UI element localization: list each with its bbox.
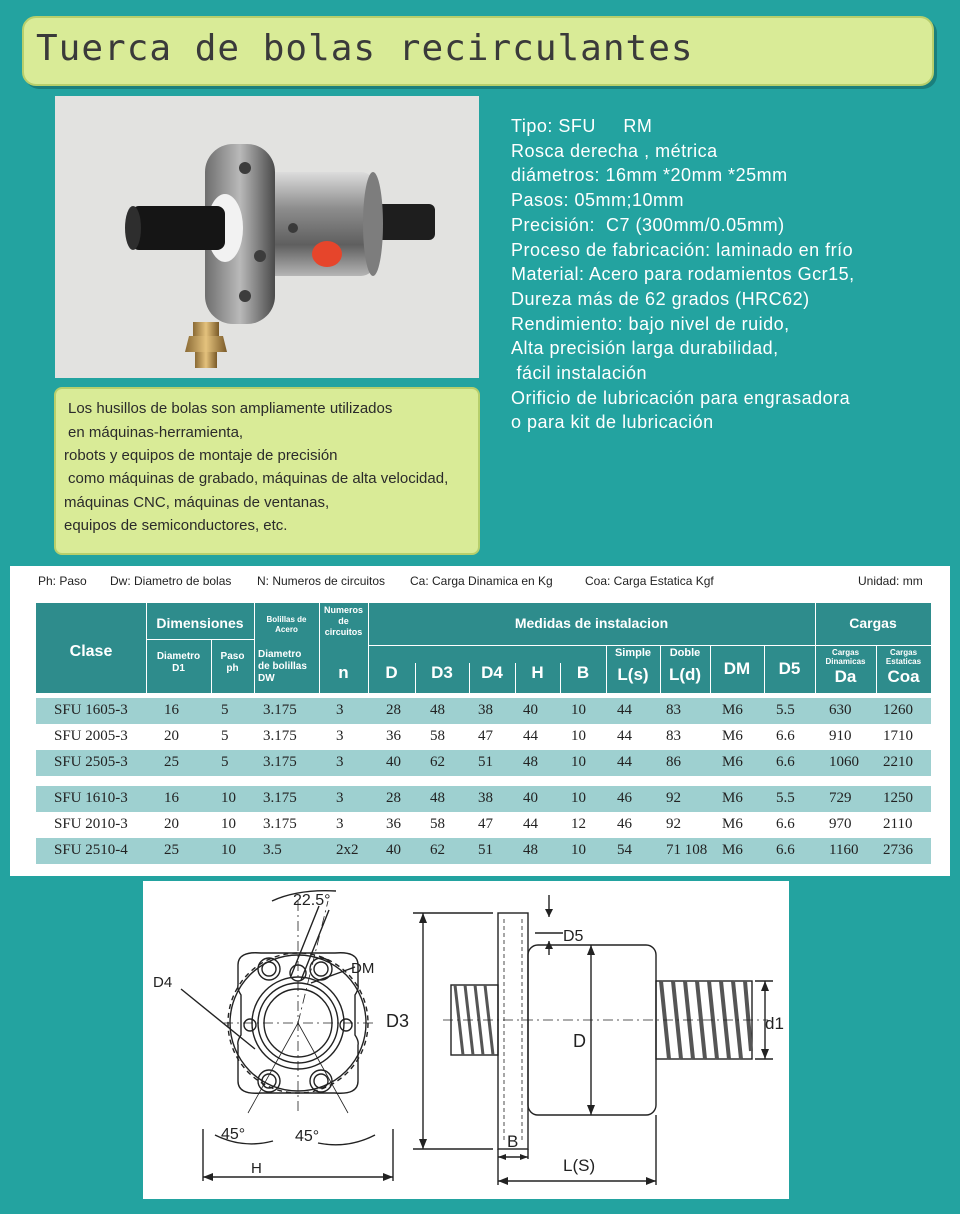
- table-cell: 44: [523, 816, 538, 832]
- table-header: [36, 603, 931, 693]
- table-cell: 36: [386, 816, 401, 832]
- header-da: Da: [834, 667, 857, 686]
- label-b: B: [507, 1132, 519, 1151]
- table-cell: 46: [617, 790, 632, 806]
- table-cell: 83: [666, 728, 681, 744]
- label-h: H: [251, 1160, 262, 1177]
- table-cell: M6: [722, 790, 743, 806]
- table-cell: 62: [430, 842, 445, 858]
- label-dm: DM: [351, 960, 375, 977]
- label-d5: D5: [563, 928, 584, 945]
- spec-list: [511, 114, 951, 435]
- spec-line: diámetros: 16mm *20mm *25mm: [511, 165, 788, 186]
- header-D: D: [385, 663, 398, 682]
- table-cell: 44: [523, 728, 538, 744]
- table-cell: 10: [571, 702, 586, 718]
- table-cell: M6: [722, 702, 743, 718]
- uses-panel: [54, 387, 480, 555]
- table-cell: 1160: [829, 842, 859, 858]
- label-d1: d1: [765, 1014, 784, 1033]
- spec-line: Tipo: SFU RM: [511, 116, 653, 136]
- table-cell: 1260: [883, 702, 913, 718]
- table-cell: 5.5: [776, 702, 795, 718]
- legend-dw: Dw: Diametro de bolas: [110, 574, 232, 588]
- table-cell: 47: [478, 816, 493, 832]
- table-cell: 38: [478, 702, 493, 718]
- table-cell: 3.5: [263, 842, 282, 858]
- table-row: [36, 750, 931, 776]
- header-DM: DM: [723, 659, 751, 678]
- table-cell: 10: [571, 728, 586, 744]
- label-angle-top: 22.5°: [293, 892, 331, 909]
- uses-line: en máquinas-herramienta,: [68, 424, 244, 441]
- legend-ca: Ca: Carga Dinamica en Kg: [410, 574, 553, 588]
- table-cell: 47: [478, 728, 493, 744]
- table-cell: 970: [829, 816, 852, 832]
- table-cell: 1710: [883, 728, 913, 744]
- table-cell: 40: [523, 702, 538, 718]
- header-medidas: Medidas de instalacion: [514, 615, 669, 631]
- technical-drawing: [143, 881, 789, 1199]
- header-bolillas: Bolillas de Acero: [266, 615, 307, 634]
- table-cell: M6: [722, 728, 743, 744]
- spec-line: Precisión: C7 (300mm/0.05mm): [511, 214, 785, 235]
- table-cell: 51: [478, 754, 493, 770]
- table-cell: SFU 1605-3: [54, 702, 128, 718]
- spec-line: Dureza más de 62 grados (HRC62): [511, 288, 810, 309]
- table-cell: 62: [430, 754, 445, 770]
- page-title: Tuerca de bolas recirculantes: [36, 28, 694, 69]
- spec-line: Rendimiento: bajo nivel de ruido,: [511, 313, 790, 334]
- table-cell: 44: [617, 754, 632, 770]
- table-cell: 20: [164, 728, 179, 744]
- label-angle-right: 45°: [295, 1128, 320, 1145]
- legend-unit: Unidad: mm: [858, 574, 923, 588]
- header-coa: Coa: [887, 667, 920, 686]
- table-cell: 3: [336, 702, 344, 718]
- table-cell: 2x2: [336, 842, 359, 858]
- table-cell: SFU 2010-3: [54, 816, 128, 832]
- table-row: [36, 838, 931, 864]
- label-d4: D4: [153, 974, 173, 991]
- table-cell: 40: [523, 790, 538, 806]
- header-B: B: [576, 663, 590, 682]
- table-cell: 48: [430, 790, 445, 806]
- table-cell: 44: [617, 728, 632, 744]
- spec-line: Material: Acero para rodamientos Gcr15,: [511, 264, 855, 285]
- table-cell: 6.6: [776, 842, 795, 858]
- table-cell: 10: [571, 754, 586, 770]
- table-cell: 92: [666, 816, 681, 832]
- spec-line: o para kit de lubricación: [511, 412, 714, 433]
- table-cell: 48: [523, 842, 538, 858]
- table-cell: 2736: [883, 842, 913, 858]
- header-simple: Simple: [614, 647, 652, 659]
- header-paso-ph: Paso ph: [220, 651, 245, 674]
- uses-line: máquinas CNC, máquinas de ventanas,: [64, 494, 330, 511]
- label-d3: D3: [386, 1011, 410, 1031]
- table-cell: M6: [722, 816, 743, 832]
- header-cargas: Cargas: [849, 615, 897, 631]
- header-n: n: [338, 663, 349, 682]
- spec-line: Orificio de lubricación para engrasadora: [511, 387, 851, 408]
- uses-line: Los husillos de bolas son ampliamente utilizados: [68, 400, 393, 417]
- table-cell: 86: [666, 754, 681, 770]
- spec-line: Pasos: 05mm;10mm: [511, 190, 685, 211]
- header-dimensiones: Dimensiones: [156, 615, 244, 631]
- table-cell: M6: [722, 754, 743, 770]
- table-cell: 2210: [883, 754, 913, 770]
- table-cell: 6.6: [776, 728, 795, 744]
- table-cell: 3: [336, 728, 344, 744]
- legend-ph: Ph: Paso: [38, 574, 87, 588]
- title-bar: [22, 16, 934, 86]
- header-cargas-est: Cargas Estaticas: [885, 648, 922, 666]
- table-cell: 1250: [883, 790, 913, 806]
- label-d: D: [573, 1031, 586, 1051]
- table-cell: 40: [386, 754, 401, 770]
- spec-line: Proceso de fabricación: laminado en frío: [511, 239, 854, 260]
- table-cell: SFU 1610-3: [54, 790, 128, 806]
- table-cell: 3: [336, 790, 344, 806]
- table-cell: SFU 2505-3: [54, 754, 128, 770]
- table-cell: 28: [386, 790, 401, 806]
- table-cell: 20: [164, 816, 179, 832]
- table-cell: SFU 2005-3: [54, 728, 128, 744]
- table-cell: 44: [617, 702, 632, 718]
- table-cell: 10: [571, 790, 586, 806]
- table-cell: 36: [386, 728, 401, 744]
- table-cell: 630: [829, 702, 852, 718]
- spec-table-panel: [10, 566, 950, 876]
- table-row: [36, 786, 931, 812]
- table-cell: 1060: [829, 754, 859, 770]
- table-cell: 48: [523, 754, 538, 770]
- table-cell: 92: [666, 790, 681, 806]
- table-cell: 6.6: [776, 816, 795, 832]
- uses-line: robots y equipos de montaje de precisión: [64, 447, 338, 464]
- table-cell: 25: [164, 754, 179, 770]
- table-cell: 58: [430, 816, 445, 832]
- table-cell: 10: [221, 816, 236, 832]
- header-cargas-din: Cargas Dinamicas: [825, 648, 866, 666]
- header-D5: D5: [778, 659, 801, 678]
- table-cell: 46: [617, 816, 632, 832]
- table-cell: 51: [478, 842, 493, 858]
- uses-line: equipos de semiconductores, etc.: [64, 517, 288, 534]
- uses-line: como máquinas de grabado, máquinas de alta velocidad,: [68, 470, 449, 487]
- legend-coa: Coa: Carga Estatica Kgf: [585, 574, 714, 588]
- product-photo: [55, 96, 479, 378]
- table-cell: 58: [430, 728, 445, 744]
- label-ls: L(S): [563, 1156, 596, 1175]
- table-row: [36, 812, 931, 838]
- table-cell: 3.175: [263, 702, 297, 718]
- table-cell: 48: [430, 702, 445, 718]
- header-numeros: Numeros de circuitos: [323, 605, 363, 637]
- label-angle-left: 45°: [221, 1126, 246, 1143]
- table-cell: 2110: [883, 816, 913, 832]
- spec-line: Rosca derecha , métrica: [511, 140, 718, 161]
- table-row: [36, 698, 931, 724]
- table-cell: 28: [386, 702, 401, 718]
- table-cell: 3: [336, 816, 344, 832]
- table-cell: 16: [164, 702, 179, 718]
- header-H: H: [531, 663, 544, 682]
- header-diametro-d1: Diametro D1: [156, 651, 201, 674]
- table-cell: 10: [571, 842, 586, 858]
- legend-n: N: Numeros de circuitos: [257, 574, 386, 588]
- table-cell: 3.175: [263, 790, 297, 806]
- table-cell: 54: [617, 842, 632, 858]
- header-ld: L(d): [668, 665, 702, 684]
- header-clase: Clase: [69, 643, 113, 660]
- table-cell: 10: [221, 790, 236, 806]
- table-cell: 83: [666, 702, 681, 718]
- table-cell: 5: [221, 728, 229, 744]
- table-cell: M6: [722, 842, 743, 858]
- spec-line: Alta precisión larga durabilidad,: [511, 338, 779, 359]
- header-D4: D4: [481, 663, 503, 682]
- table-cell: 3: [336, 754, 344, 770]
- table-row: [36, 724, 931, 750]
- spec-line: fácil instalación: [511, 363, 648, 384]
- table-cell: 25: [164, 842, 179, 858]
- table-cell: 16: [164, 790, 179, 806]
- table-cell: 3.175: [263, 728, 297, 744]
- header-D3: D3: [431, 663, 453, 682]
- table-cell: 6.6: [776, 754, 795, 770]
- header-ls: L(s): [617, 665, 649, 684]
- table-cell: 3.175: [263, 754, 297, 770]
- table-cell: 5: [221, 754, 229, 770]
- header-doble: Doble: [669, 647, 701, 659]
- table-cell: SFU 2510-4: [54, 842, 128, 858]
- table-cell: 71 108: [666, 842, 708, 858]
- table-cell: 40: [386, 842, 401, 858]
- table-cell: 12: [571, 816, 586, 832]
- table-cell: 729: [829, 790, 852, 806]
- table-cell: 3.175: [263, 816, 297, 832]
- header-diametro-dw: Diametro de bolillas DW: [258, 649, 307, 684]
- table-cell: 10: [221, 842, 236, 858]
- table-cell: 38: [478, 790, 493, 806]
- table-cell: 5: [221, 702, 229, 718]
- table-cell: 910: [829, 728, 852, 744]
- table-cell: 5.5: [776, 790, 795, 806]
